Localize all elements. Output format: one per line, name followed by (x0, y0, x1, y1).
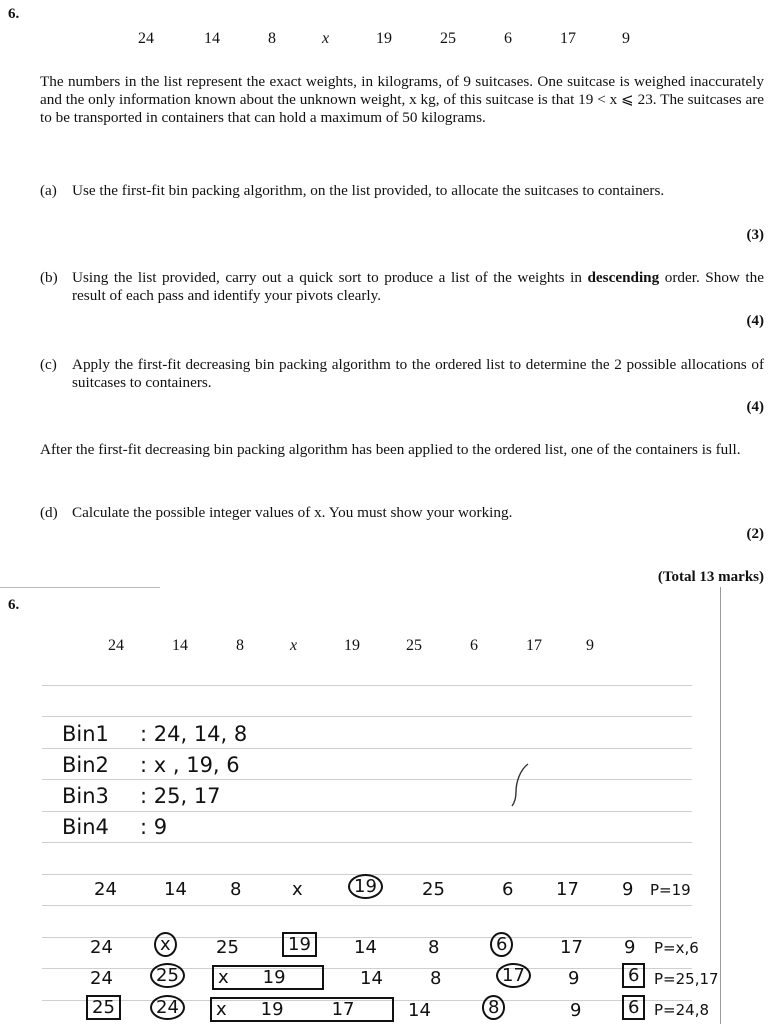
bin-row (62, 722, 247, 746)
part-label: (a) (40, 182, 57, 199)
sort-cell (622, 965, 645, 986)
part-a (40, 182, 764, 222)
ruled-line (42, 842, 692, 843)
bin-label: Bin3 (62, 784, 109, 808)
marks-a: (3) (746, 227, 764, 243)
sort-cell: x (292, 879, 303, 900)
sort-cell: 8 (428, 937, 440, 958)
list-item: 14 (204, 30, 220, 47)
sort-cell: 25 (422, 879, 445, 900)
sublist-box: 6 (622, 963, 645, 988)
part-text: Apply the first-fit decreasing bin packing algorithm to the ordered list to determine the 2 possible allocations of suitcases to containers. (72, 356, 764, 391)
sort-cell (210, 997, 394, 1022)
pivot-circle: 17 (496, 963, 531, 988)
part-text: Calculate the possible integer values of x. You must show your working. (72, 504, 513, 521)
sublist-box: x 19 17 (210, 997, 394, 1022)
sort-cell (496, 965, 531, 986)
sort-cell (86, 997, 121, 1018)
sort-cell: 9 (624, 937, 636, 958)
sort-cell: 17 (560, 937, 583, 958)
list-item: x (322, 30, 330, 47)
pivot-note: P=25,17 (654, 970, 719, 988)
list-item: 9 (622, 30, 630, 47)
sort-cell (154, 934, 177, 955)
sort-cell: 14 (408, 1000, 431, 1021)
ruled-line (42, 779, 692, 780)
separator-line (0, 587, 160, 588)
list-item: 17 (560, 30, 576, 47)
pivot-note: P=x,6 (654, 939, 699, 957)
sort-cell (490, 934, 513, 955)
list-item: 14 (172, 637, 188, 654)
sort-cell: 17 (556, 879, 579, 900)
sort-cell: 14 (354, 937, 377, 958)
margin-line (720, 587, 721, 1024)
pivot-circle: 8 (482, 995, 505, 1020)
sublist-box: 6 (622, 995, 645, 1020)
sublist-box: x 19 (212, 965, 324, 990)
bin-items: : 25, 17 (140, 784, 221, 808)
list-item: x (290, 637, 298, 654)
bin-label: Bin4 (62, 815, 109, 839)
list-item: 25 (406, 637, 422, 654)
pivot-circle: x (154, 932, 177, 957)
ruled-line (42, 748, 692, 749)
sort-cell (622, 997, 645, 1018)
list-item: 6 (504, 30, 512, 47)
tick-mark-icon (506, 762, 532, 808)
sort-cell: 9 (568, 968, 580, 989)
answer-weights-list (0, 637, 720, 659)
bin-row (62, 784, 221, 808)
pivot-note: P=24,8 (654, 1001, 710, 1019)
followup-paragraph: After the first-fit decreasing bin packing algorithm has been applied to the ordered list, one of the containers is full. (40, 441, 741, 458)
intro-paragraph: The numbers in the list represent the exact weights, in kilograms, of 9 suitcases. One suitcase is weighed inaccurately and the only information known about the unknown weight, x kg, of this suitcase is that 19 < x ⩽ 23. The suitcases are to be transported in containers that can hold a maximum of 50 kilograms. (40, 73, 764, 126)
list-item: 6 (470, 637, 478, 654)
pivot-circle: 24 (150, 995, 185, 1020)
bin-label: Bin2 (62, 753, 109, 777)
list-item: 8 (236, 637, 244, 654)
sort-cell: 24 (90, 968, 113, 989)
bin-row (62, 753, 240, 777)
bin-label: Bin1 (62, 722, 109, 746)
list-item: 25 (440, 30, 456, 47)
sort-cell (282, 934, 317, 955)
pivot-circle: 19 (348, 874, 383, 899)
ruled-line (42, 811, 692, 812)
marks-d: (2) (746, 526, 764, 542)
sort-cell: 24 (94, 879, 117, 900)
pivot-note: P=19 (650, 881, 691, 899)
part-label: (b) (40, 269, 58, 286)
marks-b: (4) (746, 313, 764, 329)
question-number: 6. (8, 6, 20, 22)
weights-list (0, 30, 768, 52)
list-item: 8 (268, 30, 276, 47)
sort-cell: 8 (230, 879, 242, 900)
answer-number: 6. (8, 597, 20, 613)
bin-items: : 9 (140, 815, 168, 839)
part-c (40, 356, 764, 396)
sublist-box: 25 (86, 995, 121, 1020)
sort-cell (150, 997, 185, 1018)
list-item: 19 (344, 637, 360, 654)
marks-c: (4) (746, 399, 764, 415)
ruled-line (42, 905, 692, 906)
pivot-circle: 25 (150, 963, 185, 988)
part-text: Use the first-fit bin packing algorithm, on the list provided, to allocate the suitcases to containers. (72, 182, 665, 199)
sort-cell: 9 (622, 879, 634, 900)
bin-row (62, 815, 167, 839)
list-item: 17 (526, 637, 542, 654)
list-item: 24 (108, 637, 124, 654)
sort-cell: 24 (90, 937, 113, 958)
ruled-line (42, 716, 692, 717)
sort-cell (482, 997, 505, 1018)
part-b (40, 269, 764, 309)
list-item: 9 (586, 637, 594, 654)
bin-items: : x , 19, 6 (140, 753, 240, 777)
sort-cell (212, 965, 324, 990)
part-label: (c) (40, 356, 57, 373)
list-item: 19 (376, 30, 392, 47)
sort-cell: 14 (164, 879, 187, 900)
list-item: 24 (138, 30, 154, 47)
sort-cell (348, 876, 383, 897)
bold-word: descending (587, 269, 660, 286)
sort-cell: 9 (570, 1000, 582, 1021)
bin-items: : 24, 14, 8 (140, 722, 248, 746)
total-marks: (Total 13 marks) (657, 569, 764, 585)
sublist-box: 19 (282, 932, 317, 957)
sort-cell: 8 (430, 968, 442, 989)
part-label: (d) (40, 504, 58, 521)
part-text: Using the list provided, carry out a quick sort to produce a list of the weights in descending order. Show the result of each pass and identify your pivots clearly. (72, 269, 764, 304)
part-d (40, 504, 764, 524)
ruled-line (42, 685, 692, 686)
sort-cell: 14 (360, 968, 383, 989)
sort-cell: 6 (502, 879, 514, 900)
sort-cell: 25 (216, 937, 239, 958)
sort-cell (150, 965, 185, 986)
pivot-circle: 6 (490, 932, 513, 957)
